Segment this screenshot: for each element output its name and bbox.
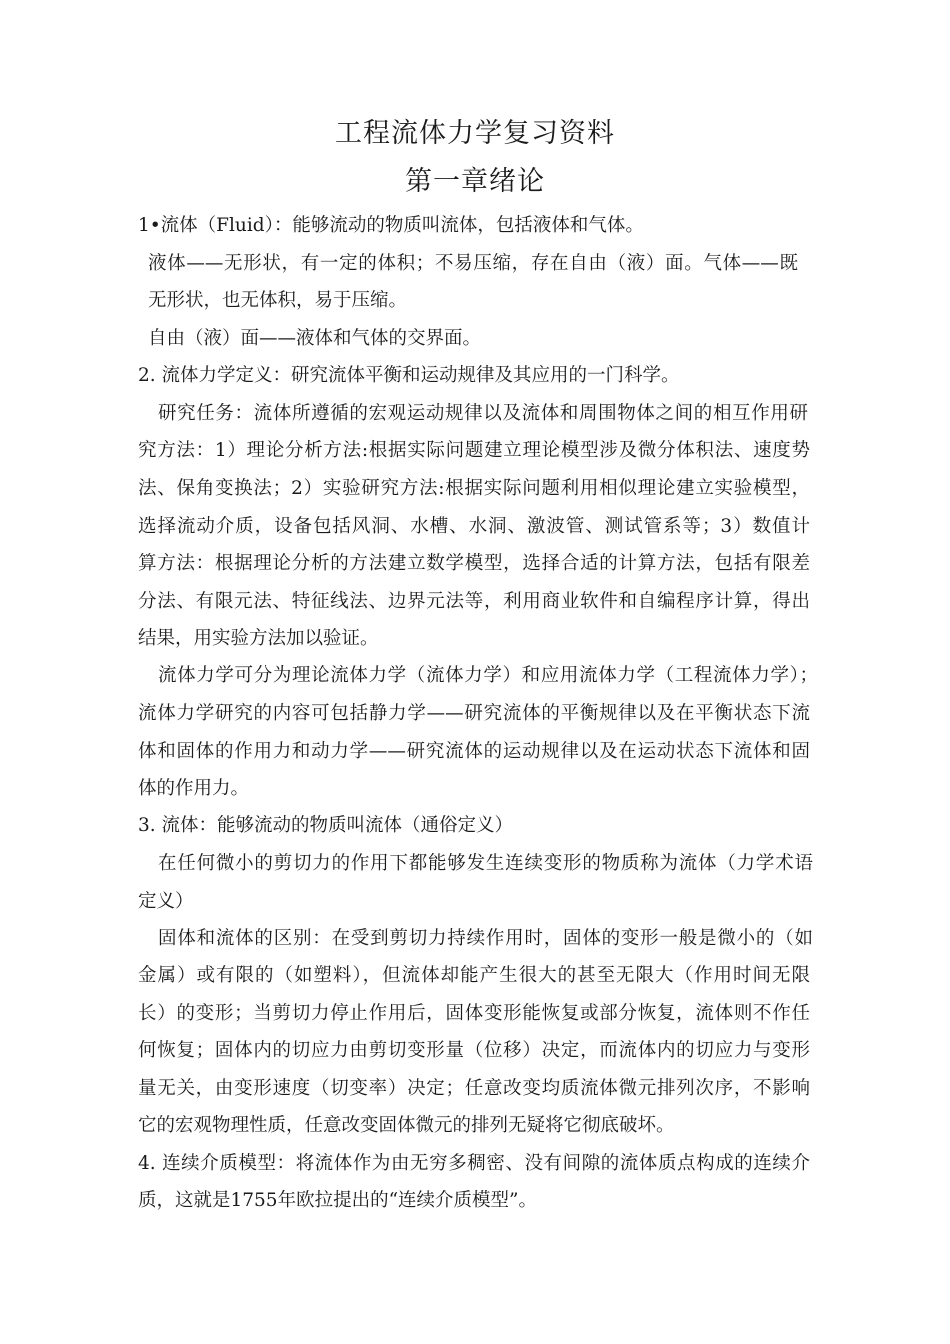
paragraph-line: 2. 流体力学定义：研究流体平衡和运动规律及其应用的一门科学。 [138,365,680,386]
paragraph-line: 金属）或有限的（如塑料），但流体却能产生很大的甚至无限大（作用时间无限 [138,965,810,986]
paragraph-line: 流体力学研究的内容可包括静力学——研究流体的平衡规律以及在平衡状态下流 [138,703,810,724]
paragraph-line: 无形状，也无体积，易于压缩。 [148,290,408,311]
paragraph-line: 3. 流体：能够流动的物质叫流体（通俗定义） [138,815,514,836]
paragraph-line: 何恢复；固体内的切应力由剪切变形量（位移）决定，而流体内的切应力与变形 [138,1040,810,1061]
paragraph-line: 法、保角变换法；2）实验研究方法:根据实际问题利用相似理论建立实验模型， [138,478,810,499]
paragraph-line: 体的作用力。 [138,778,250,799]
document-title: 工程流体力学复习资料 [335,118,615,149]
paragraph-line: 1•流体（Fluid）：能够流动的物质叫流体，包括液体和气体。 [138,215,644,236]
paragraph-line: 自由（液）面——液体和气体的交界面。 [148,328,482,349]
paragraph-line: 研究任务：流体所遵循的宏观运动规律以及流体和周围物体之间的相互作用研 [158,403,808,424]
paragraph-line: 液体——无形状，有一定的体积；不易压缩，存在自由（液）面。气体——既 [148,253,798,274]
paragraph-line: 定义） [138,891,194,912]
paragraph-line: 4. 连续介质模型：将流体作为由无穷多稠密、没有间隙的流体质点构成的连续介 [138,1153,810,1174]
paragraph-line: 选择流动介质，设备包括风洞、水槽、水洞、激波管、测试管系等；3）数值计 [138,516,810,537]
paragraph-line: 它的宏观物理性质，任意改变固体微元的排列无疑将它彻底破坏。 [138,1115,675,1136]
paragraph-line: 体和固体的作用力和动力学——研究流体的运动规律以及在运动状态下流体和固 [138,741,810,762]
chapter-title: 第一章绪论 [405,166,545,197]
paragraph-line: 算方法：根据理论分析的方法建立数学模型，选择合适的计算方法，包括有限差 [138,553,810,574]
paragraph-line: 流体力学可分为理论流体力学（流体力学）和应用流体力学（工程流体力学）； [158,665,818,686]
paragraph-line: 结果，用实验方法加以验证。 [138,628,379,649]
paragraph-line: 长）的变形；当剪切力停止作用后，固体变形能恢复或部分恢复，流体则不作任 [138,1003,810,1024]
paragraph-line: 分法、有限元法、特征线法、边界元法等，利用商业软件和自编程序计算，得出 [138,591,810,612]
paragraph-line: 量无关，由变形速度（切变率）决定；任意改变均质流体微元排列次序，不影响 [138,1078,810,1099]
paragraph-line: 在任何微小的剪切力的作用下都能够发生连续变形的物质称为流体（力学术语 [158,853,813,874]
paragraph-line: 固体和流体的区别：在受到剪切力持续作用时，固体的变形一般是微小的（如 [158,928,813,949]
paragraph-line: 质，这就是1755年欧拉提出的“连续介质模型”。 [138,1190,537,1211]
paragraph-line: 究方法：1）理论分析方法:根据实际问题建立理论模型涉及微分体积法、速度势 [138,440,810,461]
